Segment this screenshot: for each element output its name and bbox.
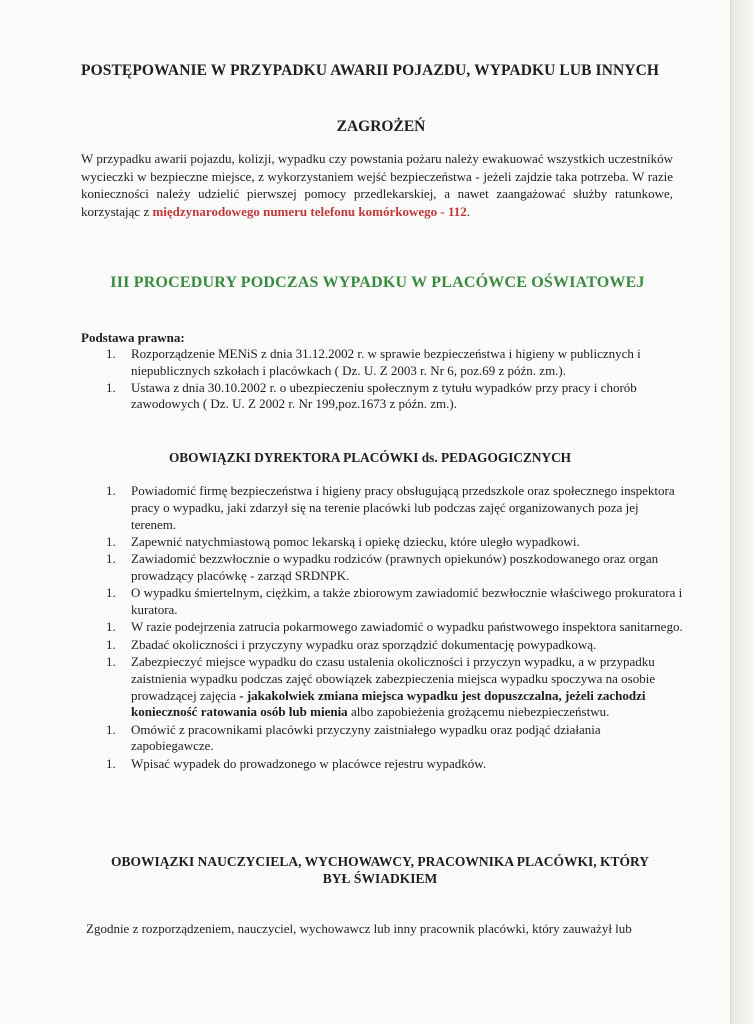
list-text: Rozporządzenie MENiS z dnia 31.12.2002 r. w sprawie bezpieczeństwa i higieny w publicznych i niepublicznych szkołach i placówkach ( Dz. U. Z 2003 r. Nr 6, poz.69 z późn. zm.). — [131, 346, 641, 378]
list-number: 1. — [106, 755, 116, 771]
teacher-duties-heading-line2: BYŁ ŚWIADKIEM — [322, 871, 438, 886]
list-number: 1. — [106, 619, 116, 635]
list-text: Ustawa z dnia 30.10.2002 r. o ubezpieczeniu społecznym z tytułu wypadków przy pracy i chorób zawodowych ( Dz. U. Z 2002 r. Nr 199,poz.1673 z późn. zm.). — [131, 379, 637, 412]
emergency-text-end: . — [466, 203, 470, 219]
list-number: 1. — [106, 551, 116, 567]
list-item — [106, 636, 683, 654]
list-item — [106, 483, 683, 533]
procedures-heading: III PROCEDURY PODCZAS WYPADKU W PLACÓWCE OŚWIATOWEJ — [110, 274, 645, 291]
list-item — [106, 755, 683, 773]
list-number: 1. — [106, 346, 116, 361]
list-text-bold: - jakakolwiek zmiana miejsca wypadku jest dopuszczalna, jeżeli zachodzi konieczność ratowania osób lub mienia — [131, 687, 646, 720]
list-item — [106, 551, 683, 585]
list-number: 1. — [106, 379, 116, 395]
list-item — [106, 653, 683, 721]
list-text: Omówić z pracownikami placówki przyczyny zaistniałego wypadku oraz podjąć działania zapobiegawcze. — [131, 721, 601, 754]
list-item — [106, 721, 683, 756]
list-item — [106, 585, 683, 619]
list-text: Zawiadomić bezzwłocznie o wypadku rodziców (prawnych opiekunów) poszkodowanego oraz organ prowadzący placówkę - zarząd SRDNPK. — [131, 551, 659, 583]
list-item — [106, 619, 683, 636]
list-item — [106, 346, 679, 380]
teacher-duties-heading-line1: OBOWIĄZKI NAUCZYCIELA, WYCHOWAWCY, PRACOWNIKA PLACÓWKI, KTÓRY — [110, 854, 650, 869]
page-edge — [731, 0, 753, 1024]
list-number: 1. — [106, 721, 116, 737]
list-item — [106, 533, 683, 551]
legal-basis-title: Podstawa prawna: — [81, 330, 185, 345]
list-number: 1. — [106, 636, 116, 652]
list-text: Powiadomić firmę bezpieczeństwa i higieny pracy obsługującą przedszkole oraz społecznego inspektora pracy o wypadku, jaki zdarzył się na terenie placówki lub podczas zajęć organizowanych poza jej terenem. — [131, 483, 675, 532]
list-text: Wpisać wypadek do prowadzonego w placówce rejestru wypadków. — [131, 755, 487, 771]
list-number: 1. — [106, 533, 116, 549]
list-item — [106, 379, 679, 414]
list-text: Zabezpieczyć miejsce wypadku do czasu ustalenia okoliczności i przyczyn wypadku, a w przypadku zaistnienia wypadku podczas zajęć obowiązek zabezpieczenia miejsca wypadku spoczywa na osobie prowadzącej zajęcia — [131, 653, 656, 703]
teacher-paragraph: Zgodnie z rozporządzeniem, nauczyciel, wychowawcz lub inny pracownik placówki, który zauważył lub — [86, 921, 632, 936]
section-title-continuation: ZAGROŻEŃ — [336, 118, 426, 135]
list-number: 1. — [106, 483, 116, 498]
section-title: POSTĘPOWANIE W PRZYPADKU AWARII POJAZDU, WYPADKU LUB INNYCH — [81, 62, 660, 79]
director-duties-list — [106, 483, 683, 773]
legal-basis-list — [106, 346, 679, 413]
emergency-number: międzynarodowego numeru telefonu komórkowego - 112 — [152, 203, 467, 219]
emergency-paragraph — [81, 150, 673, 220]
list-text: O wypadku śmiertelnym, ciężkim, a także zbiorowym zawiadomić bezwłocznie właściwego prokuratora i kuratora. — [131, 585, 683, 618]
list-text: W razie podejrzenia zatrucia pokarmowego zawiadomić o wypadku państwowego inspektora sanitarnego. — [131, 619, 683, 635]
list-number: 1. — [106, 585, 116, 601]
list-number: 1. — [106, 653, 116, 669]
teacher-duties-heading — [80, 853, 680, 887]
director-duties-heading: OBOWIĄZKI DYREKTORA PLACÓWKI ds. PEDAGOGICZNYCH — [168, 450, 572, 465]
list-text: Zbadać okoliczności i przyczyny wypadku oraz sporządzić dokumentację powypadkową. — [131, 636, 597, 652]
list-text: albo zapobieżenia grożącemu niebezpieczeństwu. — [347, 704, 610, 720]
emergency-text: W przypadku awarii pojazdu, kolizji, wypadku czy powstania pożaru należy ewakuować wszystkich uczestników wycieczki w bezpieczne miejsce, z wykorzystaniem wejść bezpieczeństwa - jeżeli zajdzie taka potrzeba. W razie konieczności należy udzielić pierwszej pomocy przedlekarskiej, a nawet zaangażować służby ratunkowe, korzystając z — [81, 151, 673, 219]
list-text: Zapewnić natychmiastową pomoc lekarską i opiekę dziecku, które uległo wypadkowi. — [131, 533, 580, 549]
